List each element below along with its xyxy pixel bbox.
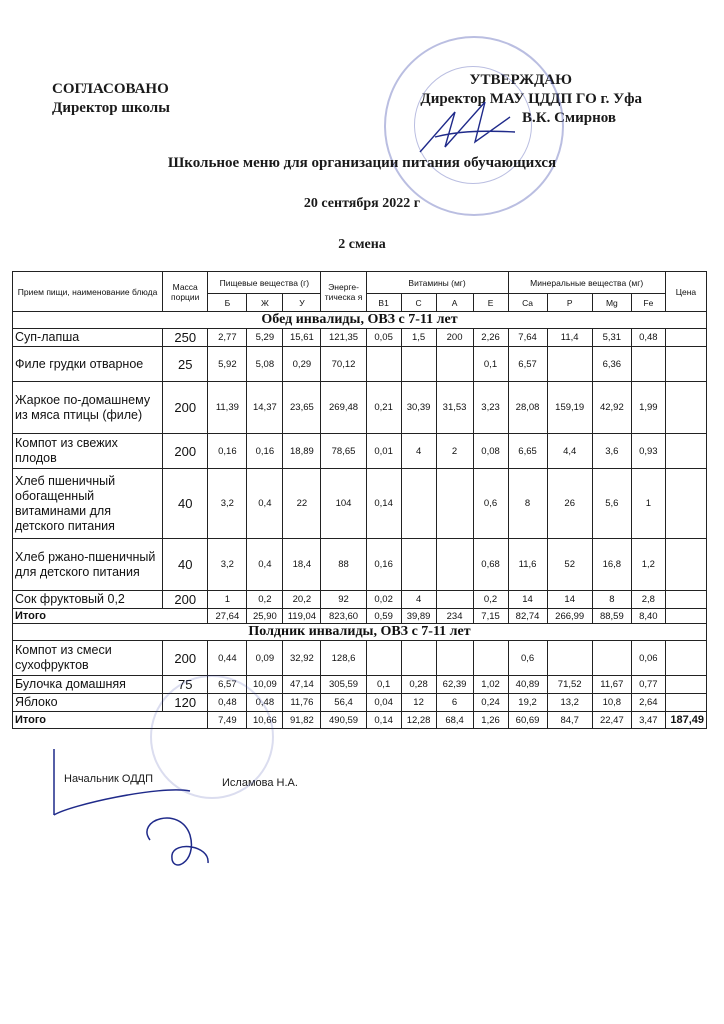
section-row-lunch — [13, 312, 707, 329]
cell-price — [665, 694, 706, 712]
col-a: A — [436, 294, 473, 312]
cell-c: 0,28 — [401, 676, 436, 694]
cell-fe: 0,06 — [631, 641, 665, 676]
total-b1: 0,14 — [366, 712, 401, 729]
total-fe: 8,40 — [631, 609, 665, 624]
cell-b1: 0,16 — [366, 539, 401, 591]
dish-mass: 200 — [163, 591, 208, 609]
approve-role: Директор МАУ ЦДДП ГО г. Уфа — [420, 91, 642, 107]
cell-fe: 1,99 — [631, 382, 665, 434]
cell-mg: 11,67 — [592, 676, 631, 694]
cell-b1: 0,04 — [366, 694, 401, 712]
cell-zh: 5,29 — [247, 329, 283, 347]
dish-name: Яблоко — [13, 694, 163, 712]
cell-b1: 0,21 — [366, 382, 401, 434]
cell-energy: 305,59 — [321, 676, 366, 694]
cell-b1: 0,1 — [366, 676, 401, 694]
cell-b: 6,57 — [208, 676, 247, 694]
total-b1: 0,59 — [366, 609, 401, 624]
cell-fe: 2,8 — [631, 591, 665, 609]
cell-ca: 40,89 — [508, 676, 547, 694]
cell-u: 15,61 — [283, 329, 321, 347]
col-ca: Ca — [508, 294, 547, 312]
cell-u: 47,14 — [283, 676, 321, 694]
cell-a: 31,53 — [436, 382, 473, 434]
approve-name: В.К. Смирнов — [521, 110, 616, 126]
total-price — [665, 609, 706, 624]
cell-c: 4 — [401, 434, 436, 469]
cell-b: 3,2 — [208, 469, 247, 539]
cell-e: 3,23 — [473, 382, 508, 434]
total-c: 39,89 — [401, 609, 436, 624]
cell-c — [401, 469, 436, 539]
col-zh: Ж — [247, 294, 283, 312]
cell-energy: 92 — [321, 591, 366, 609]
col-c: C — [401, 294, 436, 312]
total-price: 187,49 — [665, 712, 706, 729]
total-ca: 82,74 — [508, 609, 547, 624]
total-label: Итого — [13, 609, 208, 624]
cell-a — [436, 591, 473, 609]
cell-zh: 14,37 — [247, 382, 283, 434]
cell-fe: 2,64 — [631, 694, 665, 712]
document-shift: 2 смена — [338, 237, 386, 252]
cell-energy: 121,35 — [321, 329, 366, 347]
cell-price — [665, 676, 706, 694]
total-a: 234 — [436, 609, 473, 624]
col-nutrients: Пищевые вещества (г) — [208, 272, 321, 294]
total-label: Итого — [13, 712, 208, 729]
total-zh: 10,66 — [247, 712, 283, 729]
table-row — [13, 347, 707, 382]
dish-name: Суп-лапша — [13, 329, 163, 347]
col-mg: Mg — [592, 294, 631, 312]
cell-p: 14 — [547, 591, 592, 609]
cell-e: 0,2 — [473, 591, 508, 609]
cell-u: 32,92 — [283, 641, 321, 676]
table-row — [13, 434, 707, 469]
cell-price — [665, 539, 706, 591]
col-b: Б — [208, 294, 247, 312]
cell-a — [436, 641, 473, 676]
cell-p: 52 — [547, 539, 592, 591]
cell-price — [665, 591, 706, 609]
cell-b: 0,44 — [208, 641, 247, 676]
cell-b: 0,16 — [208, 434, 247, 469]
dish-mass: 75 — [163, 676, 208, 694]
cell-mg: 6,36 — [592, 347, 631, 382]
cell-zh: 0,4 — [247, 469, 283, 539]
col-p: P — [547, 294, 592, 312]
cell-p: 4,4 — [547, 434, 592, 469]
section-snack-rows — [13, 641, 707, 712]
cell-u: 0,29 — [283, 347, 321, 382]
cell-ca: 11,6 — [508, 539, 547, 591]
total-row-snack — [13, 712, 707, 729]
cell-b1 — [366, 347, 401, 382]
cell-ca: 6,57 — [508, 347, 547, 382]
cell-energy: 88 — [321, 539, 366, 591]
cell-price — [665, 329, 706, 347]
footer-name: Исламова Н.А. — [222, 777, 298, 789]
cell-a: 6 — [436, 694, 473, 712]
cell-b1: 0,02 — [366, 591, 401, 609]
cell-energy: 104 — [321, 469, 366, 539]
header-row-1 — [13, 272, 707, 294]
cell-mg: 3,6 — [592, 434, 631, 469]
cell-p — [547, 641, 592, 676]
document-title: Школьное меню для организации питания обучающихся — [167, 155, 557, 171]
cell-price — [665, 347, 706, 382]
agreed-role: Директор школы — [52, 100, 170, 116]
cell-energy: 269,48 — [321, 382, 366, 434]
col-mass: Масса порции — [163, 272, 208, 312]
cell-b: 3,2 — [208, 539, 247, 591]
dish-name: Жаркое по-домашнему из мяса птицы (филе) — [13, 382, 163, 434]
cell-zh: 0,16 — [247, 434, 283, 469]
dish-name: Булочка домашняя — [13, 676, 163, 694]
cell-ca: 14 — [508, 591, 547, 609]
table-row — [13, 676, 707, 694]
footer-stamp — [150, 675, 274, 799]
col-price: Цена — [665, 272, 706, 312]
cell-u: 18,4 — [283, 539, 321, 591]
dish-mass: 40 — [163, 469, 208, 539]
cell-a — [436, 347, 473, 382]
cell-energy: 78,65 — [321, 434, 366, 469]
cell-energy: 128,6 — [321, 641, 366, 676]
total-energy: 490,59 — [321, 712, 366, 729]
total-mg: 88,59 — [592, 609, 631, 624]
cell-a — [436, 469, 473, 539]
cell-zh: 10,09 — [247, 676, 283, 694]
cell-mg — [592, 641, 631, 676]
total-a: 68,4 — [436, 712, 473, 729]
cell-price — [665, 641, 706, 676]
dish-mass: 120 — [163, 694, 208, 712]
section-row-snack — [13, 624, 707, 641]
dish-name: Компот из смеси сухофруктов — [13, 641, 163, 676]
cell-price — [665, 469, 706, 539]
col-minerals: Минеральные вещества (мг) — [508, 272, 665, 294]
cell-u: 22 — [283, 469, 321, 539]
table-row — [13, 641, 707, 676]
dish-name: Филе грудки отварное — [13, 347, 163, 382]
cell-b1 — [366, 641, 401, 676]
cell-e: 0,6 — [473, 469, 508, 539]
cell-c: 30,39 — [401, 382, 436, 434]
cell-u: 11,76 — [283, 694, 321, 712]
cell-b: 2,77 — [208, 329, 247, 347]
cell-ca: 0,6 — [508, 641, 547, 676]
cell-p: 11,4 — [547, 329, 592, 347]
dish-name: Сок фруктовый 0,2 — [13, 591, 163, 609]
cell-a: 2 — [436, 434, 473, 469]
cell-a: 62,39 — [436, 676, 473, 694]
cell-c: 1,5 — [401, 329, 436, 347]
cell-fe: 0,48 — [631, 329, 665, 347]
cell-a — [436, 539, 473, 591]
cell-price — [665, 434, 706, 469]
dish-mass: 200 — [163, 382, 208, 434]
document-date: 20 сентября 2022 г — [303, 196, 421, 211]
cell-b1: 0,05 — [366, 329, 401, 347]
cell-mg: 16,8 — [592, 539, 631, 591]
cell-mg: 42,92 — [592, 382, 631, 434]
cell-zh: 0,2 — [247, 591, 283, 609]
cell-e: 0,24 — [473, 694, 508, 712]
dish-mass: 200 — [163, 641, 208, 676]
dish-name: Хлеб пшеничный обогащенный витаминами для детского питания — [13, 469, 163, 539]
agreed-block — [52, 80, 170, 118]
dish-name: Компот из свежих плодов — [13, 434, 163, 469]
cell-fe: 1,2 — [631, 539, 665, 591]
cell-zh: 0,4 — [247, 539, 283, 591]
total-u: 119,04 — [283, 609, 321, 624]
cell-e — [473, 641, 508, 676]
cell-b: 11,39 — [208, 382, 247, 434]
cell-c — [401, 641, 436, 676]
cell-e: 0,08 — [473, 434, 508, 469]
cell-c: 4 — [401, 591, 436, 609]
cell-fe — [631, 347, 665, 382]
total-p: 84,7 — [547, 712, 592, 729]
table-row — [13, 469, 707, 539]
cell-p: 26 — [547, 469, 592, 539]
cell-e: 0,68 — [473, 539, 508, 591]
col-energy: Энерге-тическа я — [321, 272, 366, 312]
approve-title: УТВЕРЖДАЮ — [469, 72, 572, 88]
menu-table — [12, 271, 707, 729]
section-lunch-rows — [13, 329, 707, 609]
total-mg: 22,47 — [592, 712, 631, 729]
col-fe: Fe — [631, 294, 665, 312]
cell-u: 20,2 — [283, 591, 321, 609]
table-row — [13, 591, 707, 609]
cell-ca: 19,2 — [508, 694, 547, 712]
cell-p: 13,2 — [547, 694, 592, 712]
agreed-title: СОГЛАСОВАНО — [52, 81, 169, 97]
cell-mg: 10,8 — [592, 694, 631, 712]
total-fe: 3,47 — [631, 712, 665, 729]
table-row — [13, 694, 707, 712]
cell-p: 71,52 — [547, 676, 592, 694]
cell-ca: 6,65 — [508, 434, 547, 469]
dish-mass: 200 — [163, 434, 208, 469]
cell-p — [547, 347, 592, 382]
cell-zh: 0,48 — [247, 694, 283, 712]
col-b1: B1 — [366, 294, 401, 312]
cell-b1: 0,01 — [366, 434, 401, 469]
col-e: E — [473, 294, 508, 312]
col-u: У — [283, 294, 321, 312]
cell-u: 18,89 — [283, 434, 321, 469]
dish-mass: 40 — [163, 539, 208, 591]
cell-c: 12 — [401, 694, 436, 712]
col-meal: Прием пищи, наименование блюда — [13, 272, 163, 312]
cell-mg: 5,6 — [592, 469, 631, 539]
total-p: 266,99 — [547, 609, 592, 624]
total-b: 27,64 — [208, 609, 247, 624]
dish-mass: 25 — [163, 347, 208, 382]
table-row — [13, 329, 707, 347]
cell-ca: 28,08 — [508, 382, 547, 434]
cell-e: 1,02 — [473, 676, 508, 694]
cell-zh: 5,08 — [247, 347, 283, 382]
total-b: 7,49 — [208, 712, 247, 729]
section-title-lunch: Обед инвалиды, ОВЗ с 7-11 лет — [13, 312, 707, 329]
cell-e: 2,26 — [473, 329, 508, 347]
dish-mass: 250 — [163, 329, 208, 347]
total-row-lunch — [13, 609, 707, 624]
cell-e: 0,1 — [473, 347, 508, 382]
cell-ca: 7,64 — [508, 329, 547, 347]
table-row — [13, 382, 707, 434]
total-energy: 823,60 — [321, 609, 366, 624]
cell-fe: 0,93 — [631, 434, 665, 469]
cell-b: 1 — [208, 591, 247, 609]
cell-ca: 8 — [508, 469, 547, 539]
cell-b: 0,48 — [208, 694, 247, 712]
cell-b: 5,92 — [208, 347, 247, 382]
cell-energy: 56,4 — [321, 694, 366, 712]
total-e: 7,15 — [473, 609, 508, 624]
cell-b1: 0,14 — [366, 469, 401, 539]
cell-fe: 1 — [631, 469, 665, 539]
total-ca: 60,69 — [508, 712, 547, 729]
dish-name: Хлеб ржано-пшеничный для детского питания — [13, 539, 163, 591]
cell-price — [665, 382, 706, 434]
cell-zh: 0,09 — [247, 641, 283, 676]
total-u: 91,82 — [283, 712, 321, 729]
cell-p: 159,19 — [547, 382, 592, 434]
col-vitamins: Витамины (мг) — [366, 272, 508, 294]
cell-energy: 70,12 — [321, 347, 366, 382]
cell-fe: 0,77 — [631, 676, 665, 694]
total-e: 1,26 — [473, 712, 508, 729]
cell-a: 200 — [436, 329, 473, 347]
cell-mg: 5,31 — [592, 329, 631, 347]
table-row — [13, 539, 707, 591]
cell-u: 23,65 — [283, 382, 321, 434]
section-title-snack: Полдник инвалиды, ОВЗ с 7-11 лет — [13, 624, 707, 641]
total-zh: 25,90 — [247, 609, 283, 624]
total-c: 12,28 — [401, 712, 436, 729]
cell-c — [401, 347, 436, 382]
cell-mg: 8 — [592, 591, 631, 609]
cell-c — [401, 539, 436, 591]
footer-role: Начальник ОДДП — [64, 773, 154, 785]
